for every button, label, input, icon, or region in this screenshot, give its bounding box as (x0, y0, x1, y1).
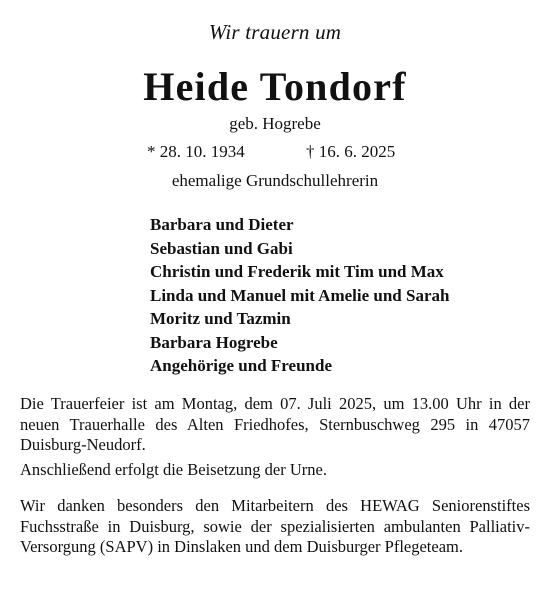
mourner-item: Barbara und Dieter (150, 215, 294, 234)
intro-line: Wir trauern um (208, 20, 342, 44)
mourner-item: Barbara Hogrebe (150, 332, 278, 352)
mourner-item: Moritz und Tazmin (150, 309, 291, 328)
mourner-item: Christin und Frederik mit Tim und Max (150, 262, 444, 281)
mourner-item: Sebastian und Gabi (150, 238, 293, 258)
mourners-list (150, 213, 449, 378)
maiden-name: geb. Hogrebe (229, 114, 321, 133)
occupation: ehemalige Grundschullehrerin (171, 171, 379, 190)
thanks-note: Wir danken besonders den Mitarbeitern des HEWAG Seniorenstiftes Fuchsstraße in Duisburg, sowie der spezialisierten ambulanten Palliativ-Versorgung (SAPV) in Dinslaken und dem Duisburger Pflegeteam. (20, 496, 530, 556)
mourner-item: Angehörige und Freunde (150, 356, 332, 375)
birth-date: * 28. 10. 1934 (147, 142, 245, 161)
deceased-name: Heide Tondorf (143, 64, 407, 109)
funeral-info: Die Trauerfeier ist am Montag, dem 07. Juli 2025, um 13.00 Uhr in der neuen Trauerhalle des Alten Friedhofes, Sternbuschweg 295 in 47057 Duisburg-Neudorf. (20, 394, 530, 454)
mourner-item: Linda und Manuel mit Amelie und Sarah (150, 285, 450, 305)
death-date: † 16. 6. 2025 (306, 142, 396, 161)
burial-info: Anschließend erfolgt die Beisetzung der Urne. (20, 460, 327, 479)
